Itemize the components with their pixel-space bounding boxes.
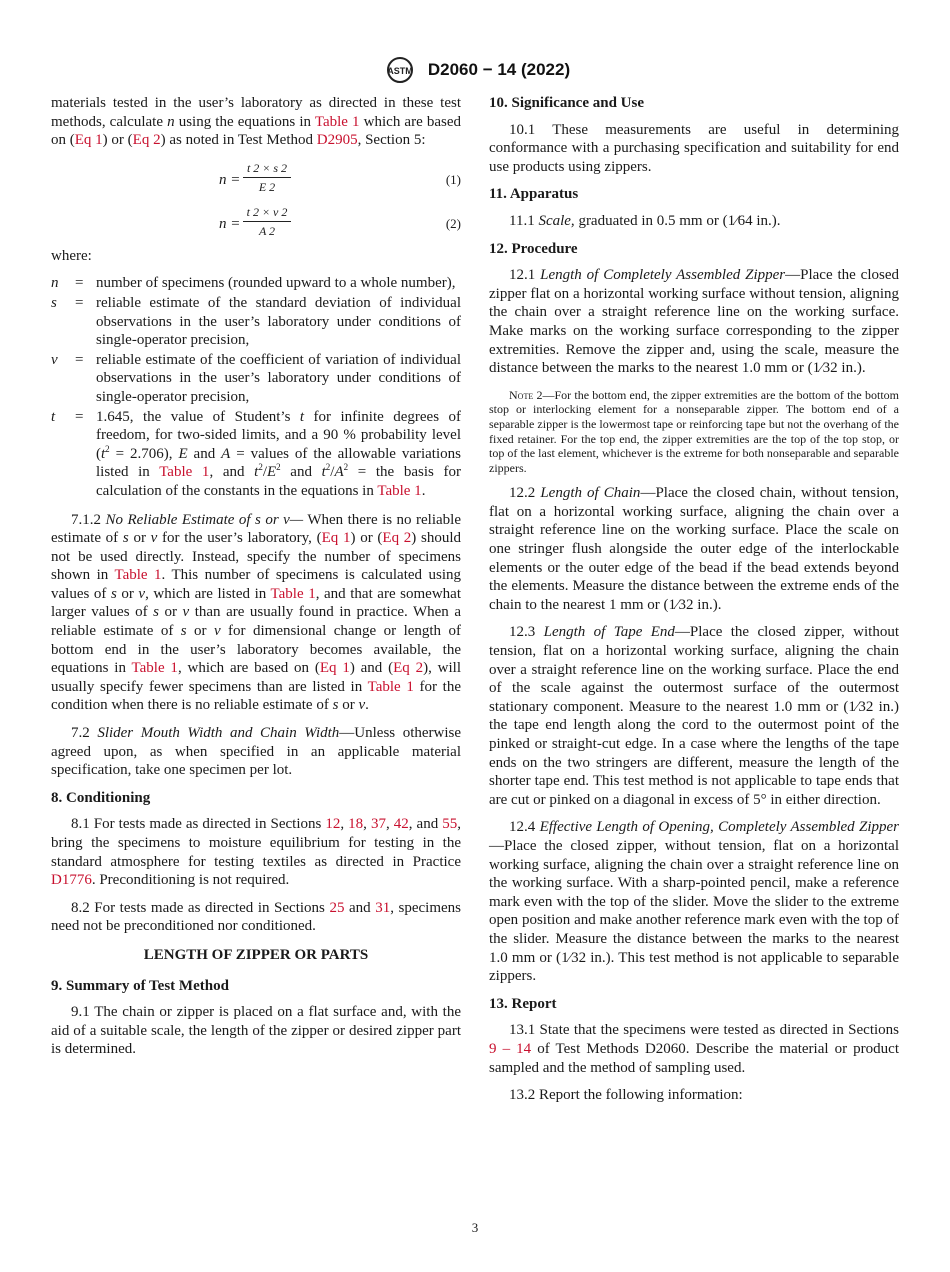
link-section-42[interactable]: 42 (393, 816, 409, 833)
link-section-12[interactable]: 12 (325, 816, 341, 833)
paragraph-12-2: 12.2 Length of Chain—Place the closed chain, without tension, flat on a horizontal working surface, aligning the chain over a straight reference line on the working surface. Place the scale on one stringer flush alongside the outer edge of the interlockable elements or the outer edge of the bead if the bead extends beyond the elements. Measure the distance between the extreme ends of the chain to the nearest 1 mm or (1⁄32 in.). (489, 485, 899, 613)
heading-12-procedure: 12. Procedure (489, 240, 578, 257)
link-table-1[interactable]: Table 1 (114, 567, 162, 584)
link-eq-1[interactable]: Eq 1 (319, 660, 350, 677)
paragraph-13-2: 13.2 Report the following information: (509, 1087, 743, 1104)
document-designation: D2060 − 14 (2022) (427, 60, 571, 79)
heading-10-significance: 10. Significance and Use (489, 95, 645, 111)
definition-n: n = number of specimens (rounded upward to a whole number), (51, 275, 456, 292)
paragraph-8-2: 8.2 For tests made as directed in Sections 25 and 31, specimens need not be preconditioned nor conditioned. (51, 899, 461, 935)
heading-11-apparatus: 11. Apparatus (489, 186, 579, 203)
definition-v: v = reliable estimate of the coefficient of variation of individual observations in the user’s laboratory under conditions of single-operator precision, (51, 351, 461, 405)
page-header (0, 56, 950, 84)
right-column (489, 94, 899, 1114)
link-eq-1[interactable]: Eq 1 (321, 530, 351, 547)
paragraph-10-1: 10.1 These measurements are useful in determining conformance with a purchasing specification and suitability for end use products using zippers. (489, 121, 899, 175)
heading-13-report: 13. Report (489, 995, 557, 1012)
definitions-list (51, 274, 461, 500)
definition-t: t = 1.645, the value of Student’s t for infinite degrees of freedom, for two-sided limits, and a 90 % probability level $(t^2 = 2.706)$, E and A = values of the allowable variations listed in Table 1, and $t^2/E^2$ and $t^2/A^2$ = the basis for calculation of the constants in the equations in Table 1. (51, 408, 461, 499)
link-table-1[interactable]: Table 1 (377, 482, 422, 499)
where-label: where: (51, 247, 92, 264)
link-eq-2[interactable]: Eq 2 (132, 132, 161, 149)
link-section-31[interactable]: 31 (375, 899, 391, 916)
paragraph-13-1: 13.1 State that the specimens were tested as directed in Sections 9 – 14 of Test Methods D2060. Describe the material or product sampled and the method of sampling used. (489, 1022, 900, 1076)
astm-logo (380, 56, 420, 84)
link-eq-1[interactable]: Eq 1 (74, 132, 103, 149)
equation-2: n = $\frac{t 2 \times v 2}{A 2}$ (2) (219, 204, 461, 238)
svg-text:ASTM: ASTM (387, 66, 413, 76)
note-2: Note 2—For the bottom end, the zipper extremities are the bottom of the bottom stop or interlocking element for a nonseparable zipper. The bottom end of a separable zipper is the lowermost tape or reinforcing tape but not the overhang of the fixed retainer. For the top end, the zipper extremities are the top of the top stop, or top of the last element, whichever is the extreme for both nonseparable and separable zippers. (489, 387, 899, 475)
equation-1: n = $\frac{t 2 \times s 2}{E 2}$ (1) (219, 160, 461, 194)
link-section-37[interactable]: 37 (370, 816, 386, 833)
heading-8-conditioning: 8. Conditioning (51, 789, 151, 806)
link-table-1[interactable]: Table 1 (131, 660, 178, 677)
link-section-55[interactable]: 55 (442, 816, 458, 833)
paragraph-12-4: 12.4 Effective Length of Opening, Completely Assembled Zipper—Place the closed zipper, without tension, flat on a horizontal working surface, aligning the chain over a straight reference line on the working surface. With a sharp-pointed pencil, make a reference mark even with the top of the slider. Move the slider to the extreme open position and make another reference mark even with the top of the slider. Measure the distance between the marks to the nearest 1.0 mm or (1⁄32 in.). This test method is not applicable to separable zippers. (489, 819, 900, 985)
link-sections-9-14[interactable]: 9 – 14 (489, 1040, 532, 1057)
link-table-1[interactable]: Table 1 (270, 585, 316, 602)
link-eq-2[interactable]: Eq 2 (382, 530, 412, 547)
page-number: 3 (471, 1220, 479, 1235)
paragraph-11-1: 11.1 Scale, graduated in 0.5 mm or (1⁄64 in.). (509, 212, 781, 229)
link-table-1[interactable]: Table 1 (367, 678, 414, 695)
link-d1776[interactable]: D1776 (51, 872, 92, 889)
heading-9-summary: 9. Summary of Test Method (51, 977, 229, 994)
section-title-length-of-zipper: LENGTH OF ZIPPER OR PARTS (143, 946, 369, 963)
paragraph-7-1-2: 7.1.2 No Reliable Estimate of s or v— When there is no reliable estimate of s or v for the user’s laboratory, (Eq 1) or (Eq 2) should not be used directly. Instead, specify the number of specimens shown in Table 1. This number of specimens is calculated using values of s or v, which are listed in Table 1, and that are somewhat larger values of s or v than are usually found in practice. When a reliable estimate of s or v for dimensional change or length of bottom end in the user’s laboratory becomes available, the equations in Table 1, which are based on (Eq 1) and (Eq 2), will usually specify fewer specimens than are listed in Table 1 for the condition when there is no reliable estimate of s or v. (51, 511, 462, 714)
paragraph-intro: materials tested in the user’s laboratory as directed in these test methods, calculate n using the equations in Table 1 which are based on (Eq 1) or (Eq 2) as noted in Test Method D2905, Section 5: (51, 95, 462, 149)
paragraph-8-1: 8.1 For tests made as directed in Sections 12, 18, 37, 42, and 55, bring the specimens to moisture equilibrium for testing in the standard atmosphere for testing textiles as directed in Practice D1776. Preconditioning is not required. (51, 816, 462, 889)
paragraph-12-3: 12.3 Length of Tape End—Place the closed zipper, without tension, flat on a horizontal working surface, aligning the chain over a straight reference line on the working surface. Place the end of the scale against the outermost surface of the outermost stationary component. Measure to the nearest 1.0 mm or (1⁄32 in.) the tape end length along the cord to the outermost point of the pinked or straight-cut edge. In a case where the lengths of the tape ends on the two stringers are different, measure the length of the shorter tape end. This test method is not applicable to tape ends that are cut or pinked on a diagonal in excess of 5° in either direction. (489, 624, 900, 808)
link-section-18[interactable]: 18 (348, 816, 364, 833)
link-table-1[interactable]: Table 1 (314, 113, 360, 130)
link-eq-2[interactable]: Eq 2 (393, 660, 424, 677)
paragraph-12-1: 12.1 Length of Completely Assembled Zipper—Place the closed zipper flat on a horizontal working surface without tension, aligning the chain over a straight reference line on the working surface. Make marks on the working surface corresponding to the zipper extremities. Remove the zipper and, using the scale, measure the distance between the marks to the nearest 1.0 mm or (1⁄32 in.). (489, 267, 899, 377)
link-table-1[interactable]: Table 1 (159, 464, 210, 481)
link-section-25[interactable]: 25 (329, 899, 345, 916)
left-column (51, 94, 461, 1068)
definition-s: s = reliable estimate of the standard deviation of individual observations in the user’s laboratory under conditions of single-operator precision, (51, 294, 461, 349)
link-d2905[interactable]: D2905 (316, 132, 358, 149)
paragraph-7-2: 7.2 Slider Mouth Width and Chain Width—Unless otherwise agreed upon, as when specified in an applicable material specification, take one specimen per lot. (51, 725, 462, 779)
paragraph-9-1: 9.1 The chain or zipper is placed on a flat surface and, with the aid of a suitable scale, the length of the zipper or desired zipper part is determined. (51, 1004, 461, 1058)
